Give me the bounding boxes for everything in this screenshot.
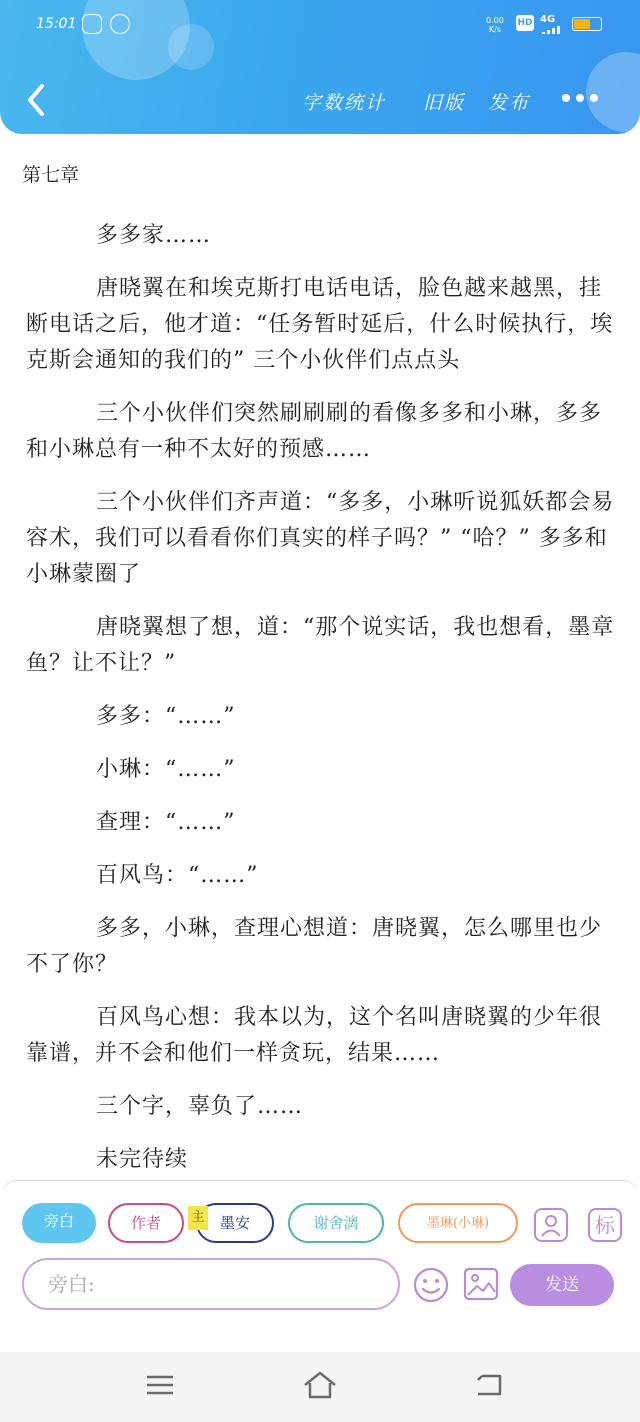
word-count-button[interactable]: 字数统计 [302, 92, 387, 114]
story-paragraph: 唐晓翼在和埃克斯打电话电话，脸色越来越黑，挂断电话之后，他才道：“任务暂时延后，什么时候执行，埃克斯会通知的我们的” 三个小伙伴们点点头 [26, 276, 614, 373]
app-header [0, 0, 640, 134]
message-input[interactable] [22, 1258, 400, 1310]
character-manage-button[interactable] [534, 1208, 568, 1242]
decor-bubble [168, 24, 214, 70]
home-button[interactable] [302, 1370, 338, 1400]
story-paragraph: 多多家…… [96, 223, 212, 248]
tag-button[interactable] [588, 1208, 622, 1242]
tag-icon: 标 [595, 1213, 615, 1237]
chapter-title: 第七章 [22, 164, 80, 186]
notification-badge-icon [110, 14, 130, 34]
story-paragraph: 多多：“……” [96, 704, 236, 729]
role-xie-button[interactable]: 谢舍漓 [288, 1203, 384, 1243]
story-paragraph: 查理：“……” [96, 810, 236, 835]
story-paragraph: 三个小伙伴们突然刷刷刷的看像多多和小琳，多多和小琳总有一种不太好的预感…… [26, 401, 603, 462]
story-paragraph: 唐晓翼想了想，道：“那个说实话，我也想看，墨章鱼？让不让？” [26, 615, 615, 676]
back-button[interactable] [22, 80, 52, 120]
story-content[interactable] [26, 218, 616, 1195]
emoji-button[interactable] [412, 1266, 450, 1304]
emoji-icon [412, 1266, 450, 1304]
app-notification-icon [82, 14, 102, 34]
story-paragraph: 小琳：“……” [96, 757, 236, 782]
return-icon [474, 1372, 504, 1398]
old-version-button[interactable]: 旧版 [423, 92, 466, 114]
story-paragraph: 多多，小琳，查理心想道：唐晓翼，怎么哪里也少不了你？ [26, 916, 603, 977]
home-icon [302, 1370, 338, 1400]
decor-bubble [586, 52, 640, 132]
image-icon [462, 1266, 500, 1302]
image-button[interactable] [462, 1266, 500, 1302]
menu-button[interactable] [146, 1374, 174, 1396]
story-paragraph: 百风鸟：“……” [96, 863, 259, 888]
role-molin-button[interactable]: 墨琳(小琳) [398, 1203, 518, 1243]
role-author-button[interactable]: 作者 [108, 1203, 184, 1243]
send-button[interactable]: 发送 [510, 1264, 614, 1306]
hd-badge: HD [516, 15, 534, 31]
signal-icon [542, 26, 566, 34]
back-arrow-icon [22, 80, 52, 120]
network-speed-value: 0.00 [486, 16, 504, 25]
publish-button[interactable]: 发布 [488, 92, 531, 114]
network-speed-unit: K/s [488, 25, 501, 34]
network-speed [486, 16, 504, 34]
status-time: 15:01 [36, 16, 77, 32]
signal-label: 4G [540, 14, 556, 25]
menu-icon [146, 1374, 174, 1396]
story-paragraph: 三个字，辜负了…… [96, 1094, 304, 1119]
more-button[interactable] [562, 94, 598, 104]
lead-role-badge: 主 [188, 1206, 208, 1230]
person-icon [536, 1210, 566, 1240]
story-paragraph: 未完待续 [96, 1147, 189, 1172]
story-paragraph: 百风鸟心想：我本以为，这个名叫唐晓翼的少年很靠谱，并不会和他们一样贪玩，结果…… [26, 1005, 603, 1066]
story-paragraph: 三个小伙伴们齐声道：“多多，小琳听说狐妖都会易容术，我们可以看看你们真实的样子吗？” “哈？” 多多和小琳蒙圈了 [26, 490, 615, 587]
battery-icon [572, 17, 602, 31]
system-back-button[interactable] [474, 1372, 504, 1398]
role-moan-button[interactable]: 墨安 [196, 1203, 274, 1243]
role-narration-button[interactable]: 旁白 [22, 1203, 96, 1243]
